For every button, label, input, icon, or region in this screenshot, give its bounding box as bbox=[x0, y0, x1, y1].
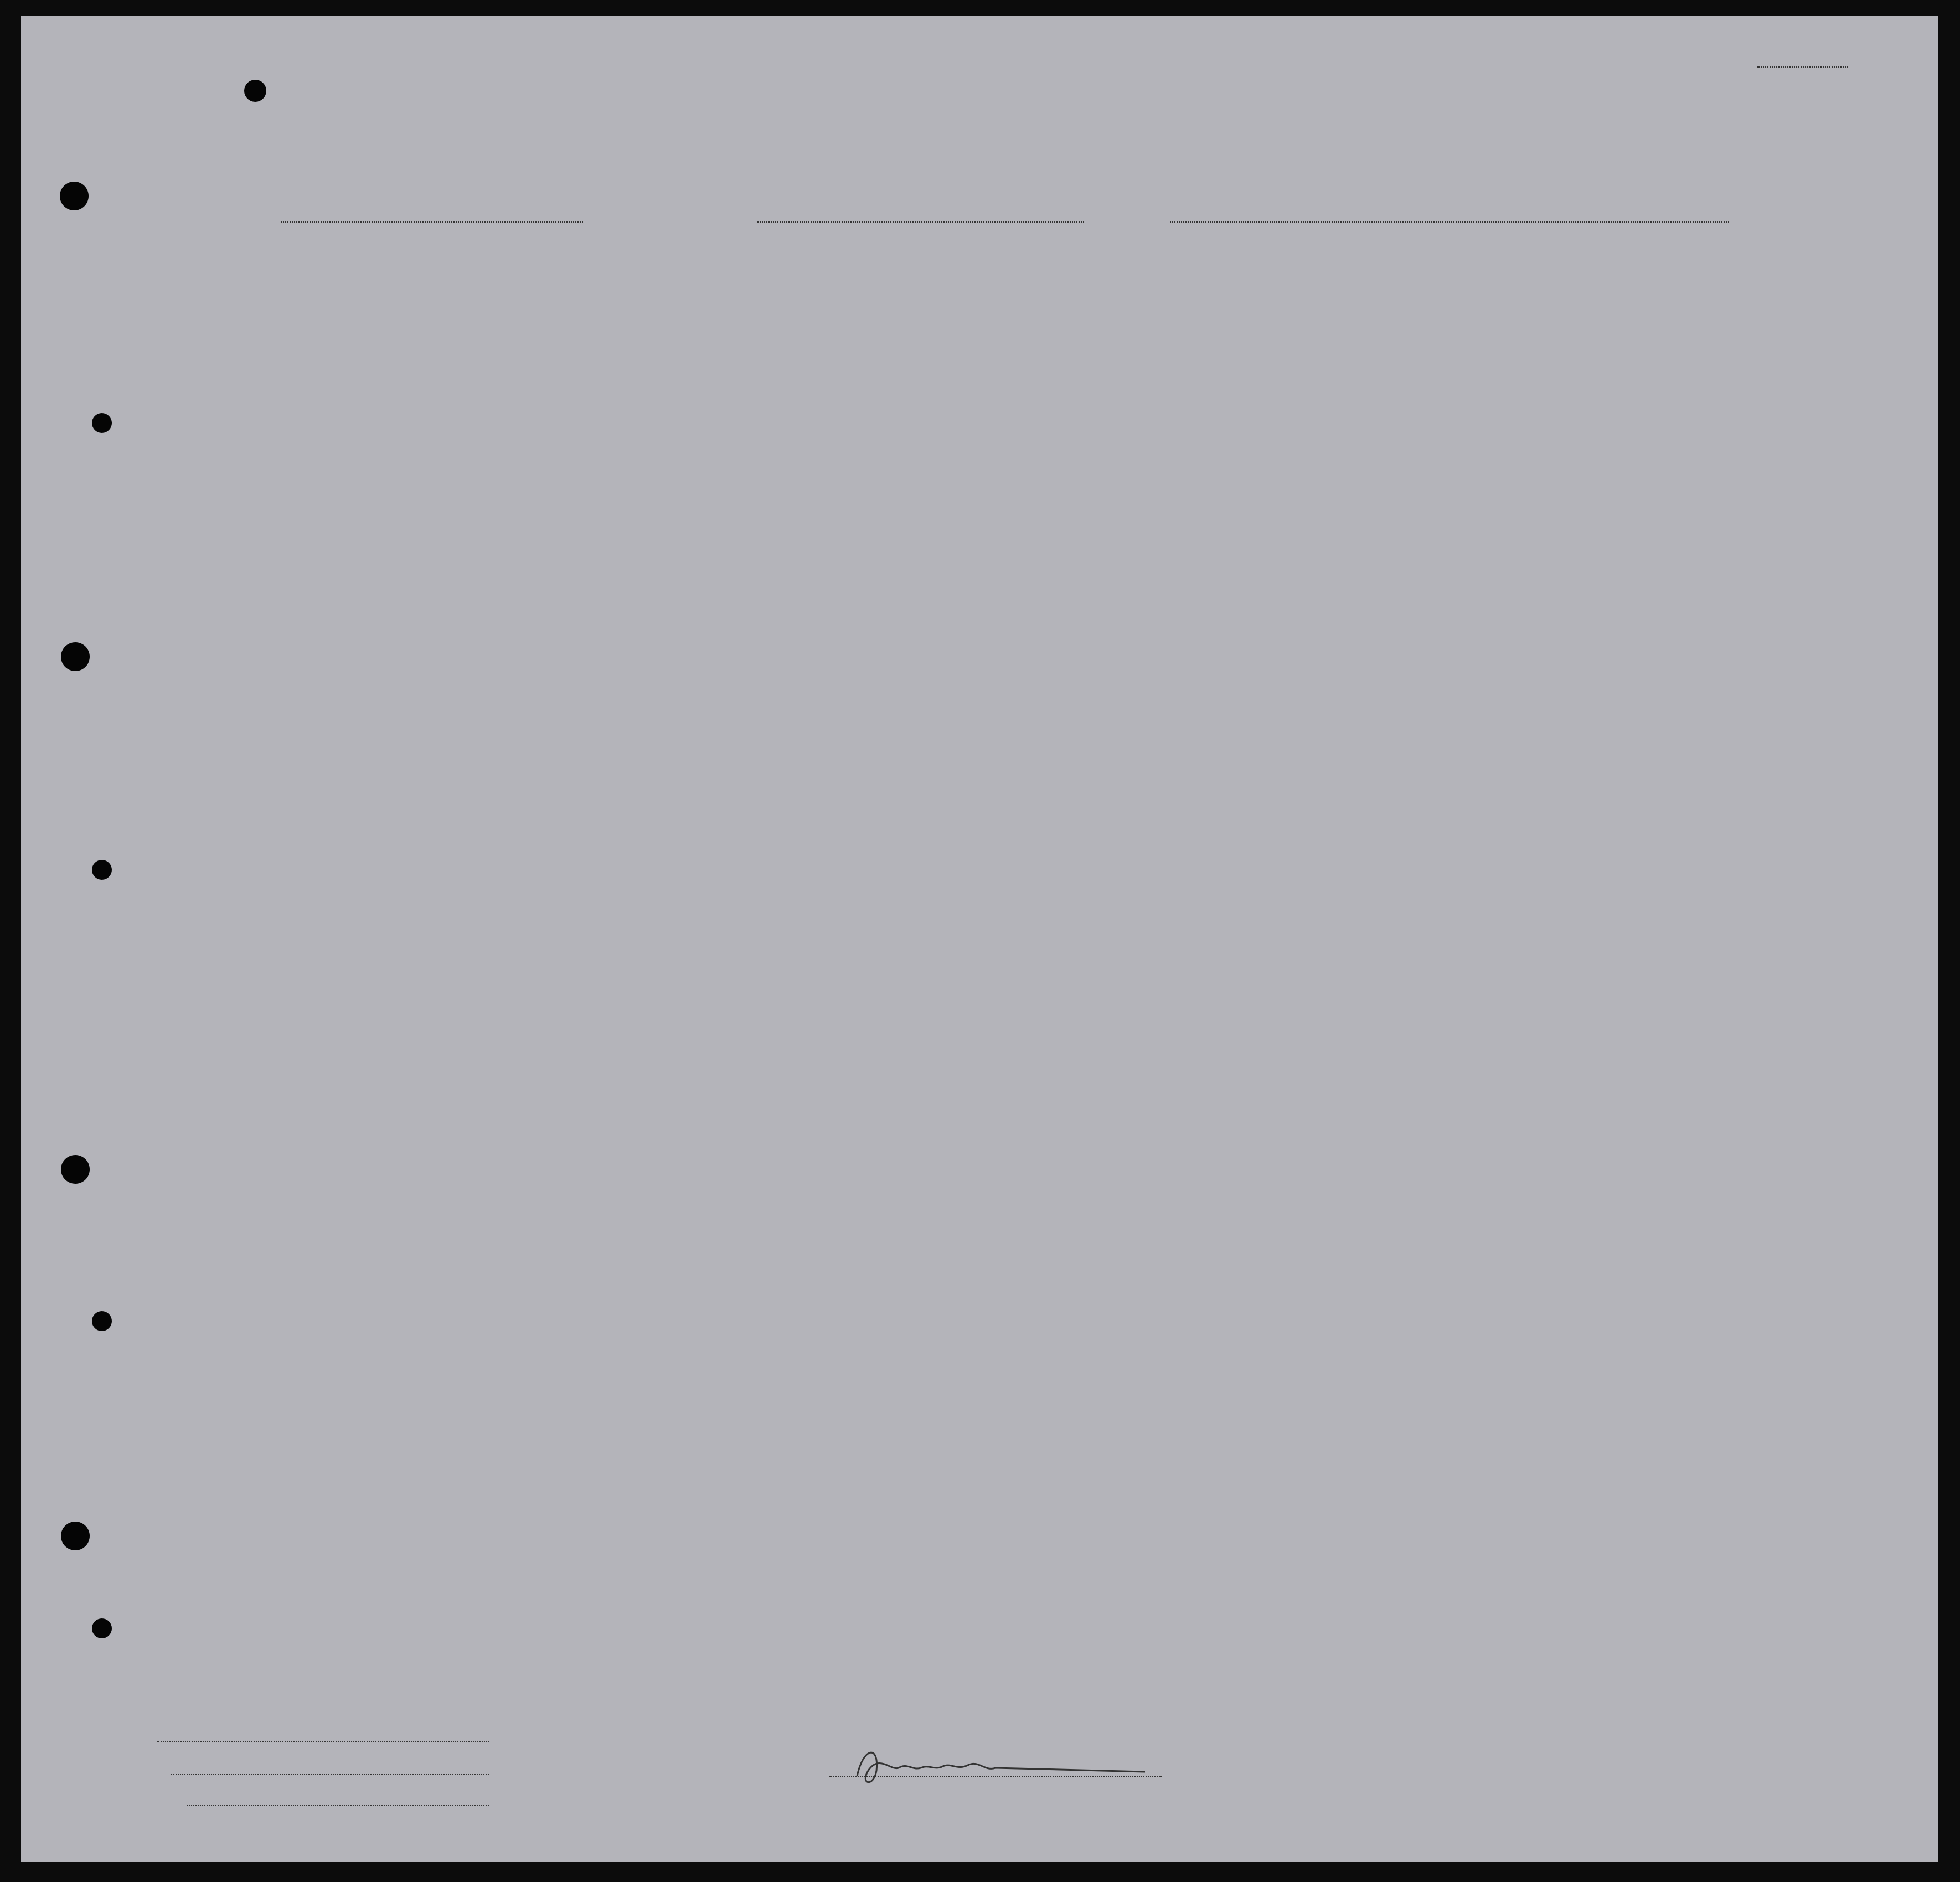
col10-header bbox=[1117, 246, 1156, 279]
line-dotted bbox=[157, 1741, 489, 1742]
agents-dotted bbox=[187, 1805, 489, 1806]
col5-header bbox=[672, 246, 799, 265]
inspector-signature bbox=[846, 1737, 1156, 1793]
col4-header bbox=[591, 246, 674, 254]
sheet-number-line bbox=[1757, 66, 1848, 69]
punch-hole bbox=[92, 1311, 112, 1331]
owners-dotted bbox=[171, 1774, 489, 1775]
arriving-line bbox=[1170, 221, 1729, 223]
col14-header bbox=[1417, 246, 1470, 279]
col12-header bbox=[1264, 246, 1364, 279]
col17-header bbox=[1777, 246, 1910, 265]
punch-hole bbox=[60, 182, 89, 210]
punch-hole bbox=[244, 80, 266, 102]
manifest-page bbox=[21, 16, 1938, 1862]
col2-header bbox=[138, 246, 199, 251]
sailing-line bbox=[757, 221, 1084, 223]
vessel-line bbox=[281, 221, 583, 223]
punch-hole bbox=[61, 642, 90, 671]
punch-hole bbox=[92, 413, 112, 433]
col13-header bbox=[1365, 246, 1416, 279]
punch-hole bbox=[92, 860, 112, 880]
punch-hole bbox=[61, 1522, 90, 1550]
col8-header bbox=[1026, 246, 1076, 265]
punch-hole bbox=[61, 1155, 90, 1184]
col11-header bbox=[1159, 246, 1261, 279]
col7-header bbox=[974, 246, 1024, 250]
punch-hole bbox=[92, 1618, 112, 1638]
col16-header bbox=[1587, 246, 1775, 265]
col15-header bbox=[1472, 246, 1585, 265]
col9-header bbox=[1077, 246, 1116, 279]
